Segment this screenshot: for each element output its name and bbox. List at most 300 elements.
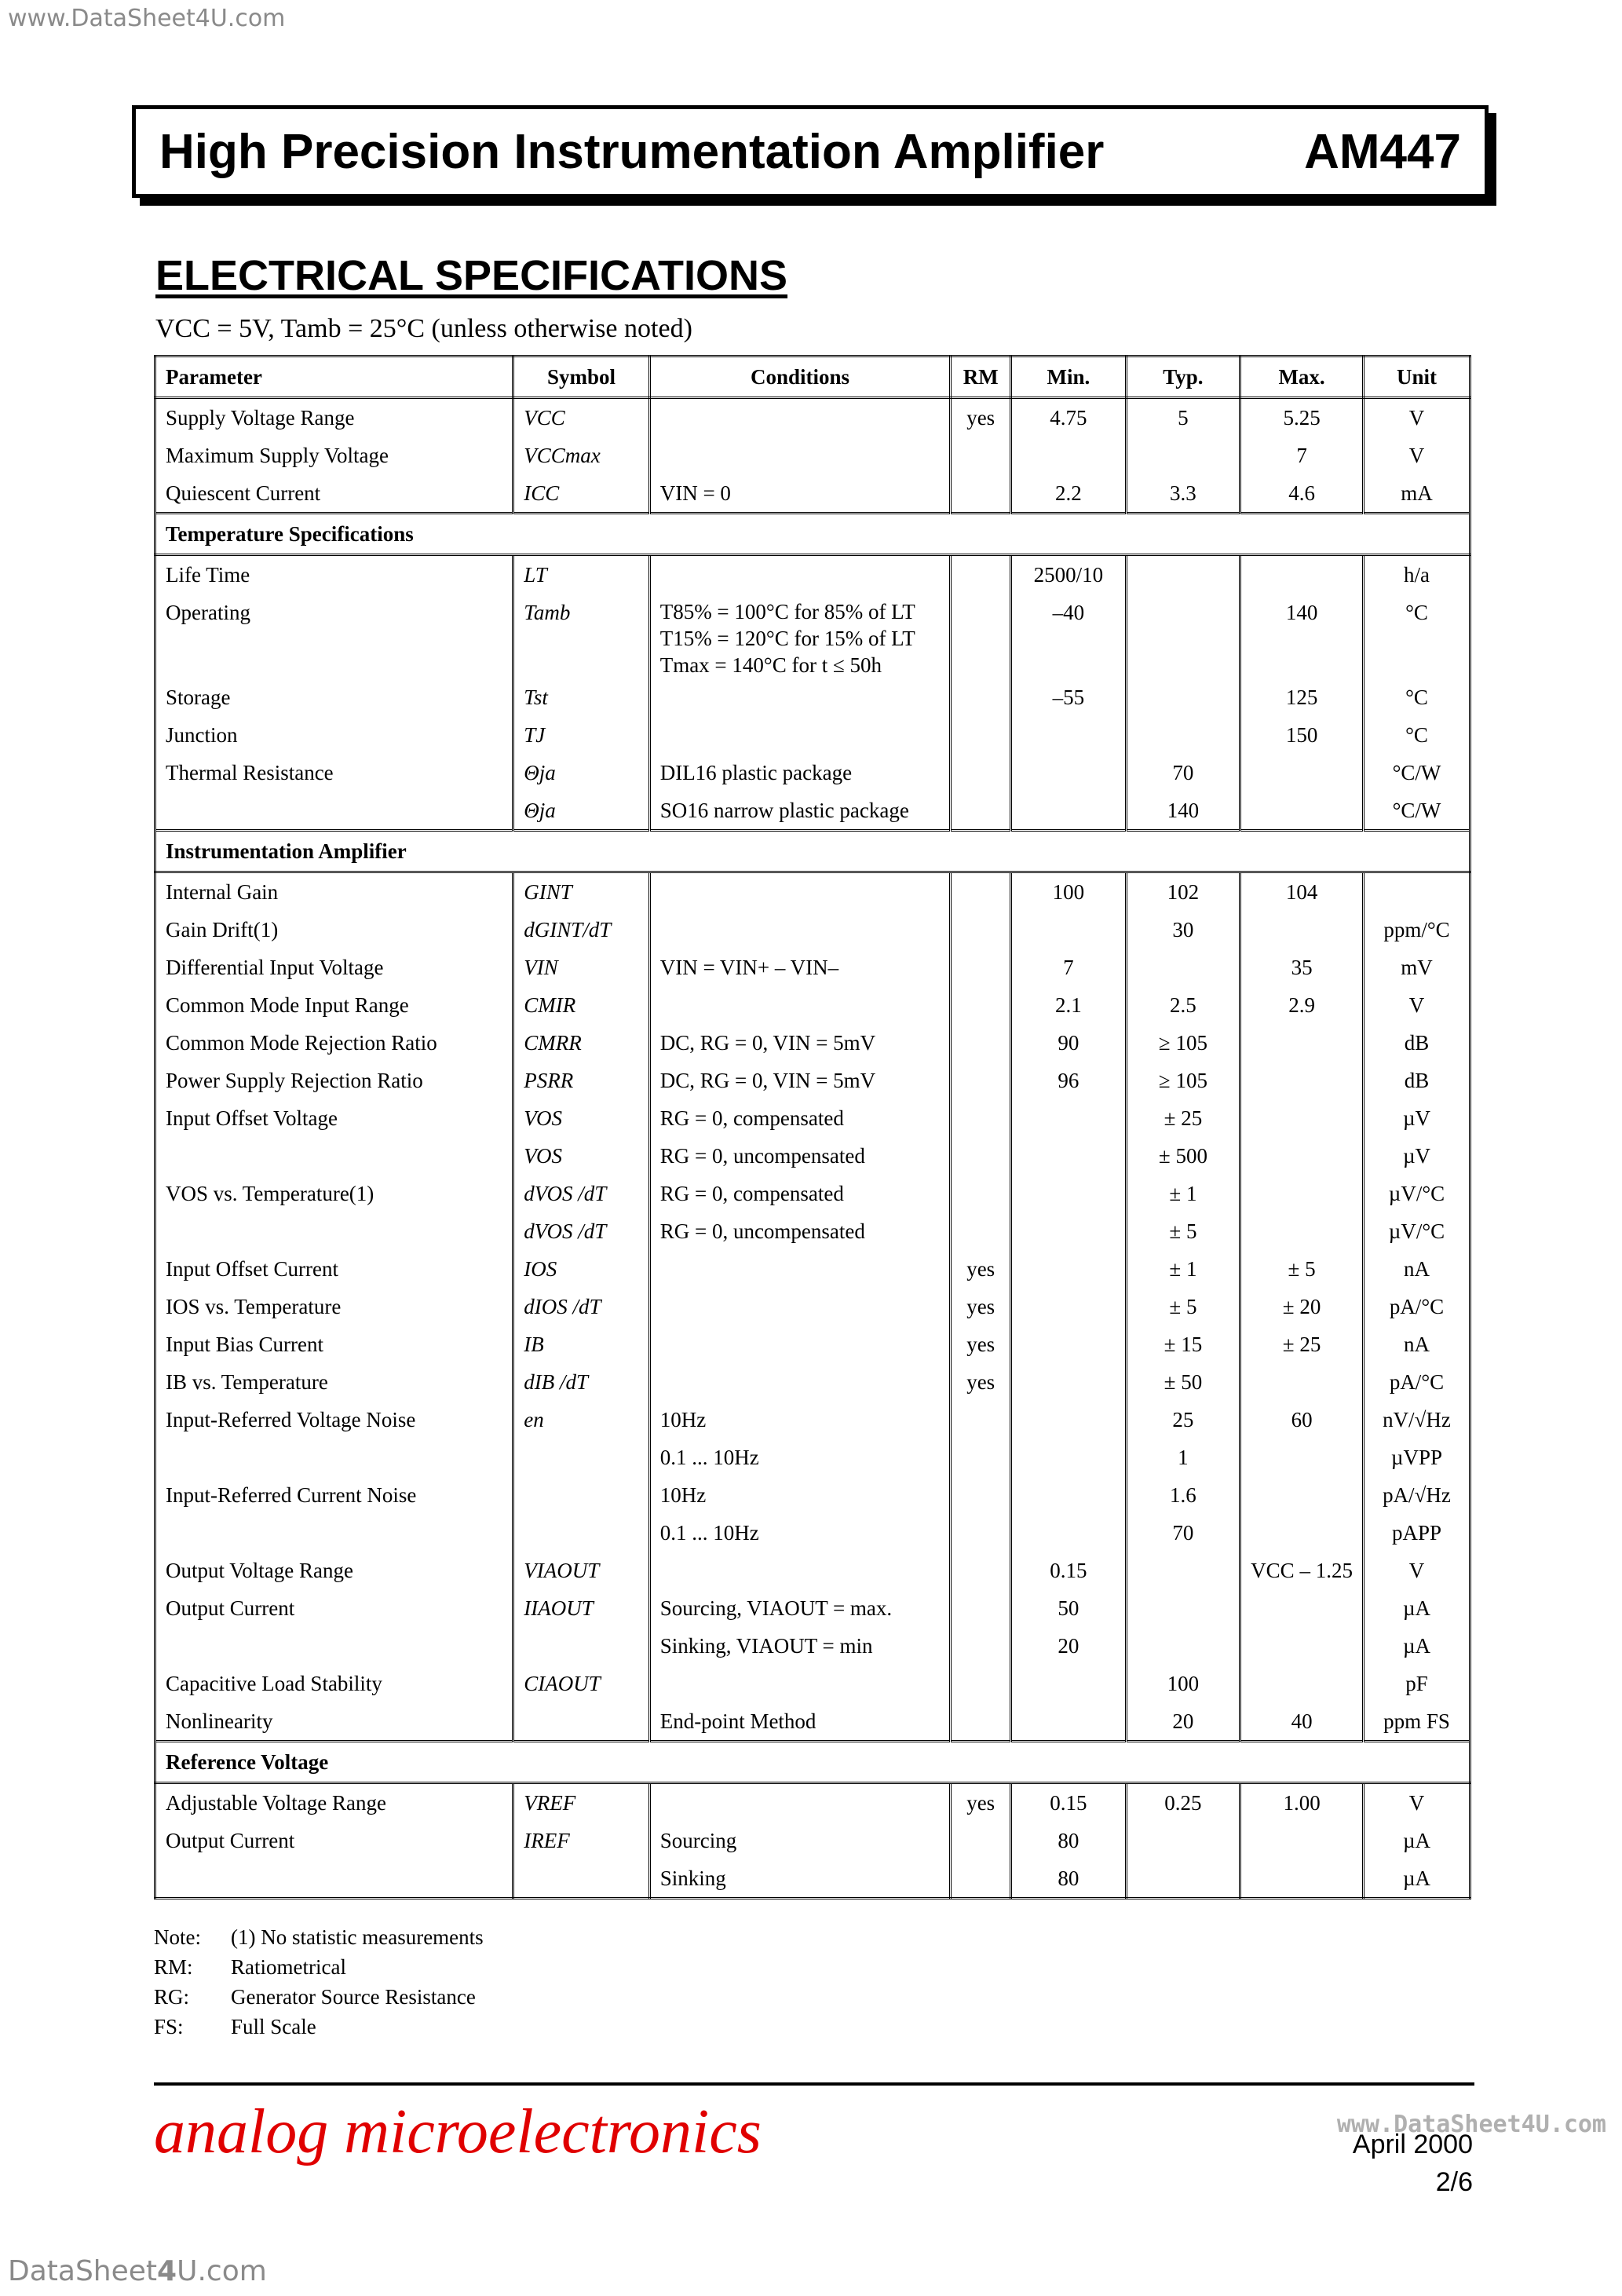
table-cell: [1126, 716, 1240, 754]
table-cell: Tamb: [513, 594, 649, 678]
table-cell: [951, 986, 1011, 1024]
table-cell: 2500/10: [1011, 555, 1127, 594]
table-row: [155, 594, 1470, 678]
table-cell: [1240, 1137, 1364, 1175]
table-cell: Maximum Supply Voltage: [155, 437, 513, 474]
table-cell: [1240, 1822, 1364, 1859]
table-cell: [155, 1212, 513, 1250]
table-cell: End-point Method: [649, 1702, 951, 1742]
table-cell: yes: [951, 1288, 1011, 1325]
table-row: [155, 1627, 1470, 1665]
table-cell: ≥ 105: [1126, 1062, 1240, 1099]
section-row: [155, 831, 1470, 872]
column-header: Parameter: [155, 356, 513, 398]
table-cell: [1011, 1665, 1127, 1702]
table-cell: [1126, 949, 1240, 986]
table-cell: ± 5: [1240, 1250, 1364, 1288]
table-cell: 70: [1126, 1514, 1240, 1552]
conditions-line: VCC = 5V, Tamb = 25°C (unless otherwise noted): [155, 314, 692, 343]
table-cell: [1240, 1476, 1364, 1514]
table-cell: 0.15: [1011, 1783, 1127, 1823]
table-cell: GINT: [513, 872, 649, 912]
table-cell: µV: [1363, 1137, 1470, 1175]
table-cell: [1011, 911, 1127, 949]
table-cell: [649, 398, 951, 437]
table-row: [155, 1288, 1470, 1325]
section-title-cell: Instrumentation Amplifier: [155, 831, 1470, 872]
table-row: [155, 1401, 1470, 1439]
document-title: High Precision Instrumentation Amplifier: [159, 124, 1105, 179]
table-cell: [951, 1401, 1011, 1439]
table-cell: µV: [1363, 1099, 1470, 1137]
table-cell: [951, 1822, 1011, 1859]
table-cell: 70: [1126, 754, 1240, 792]
table-cell: [649, 1783, 951, 1823]
table-cell: [1011, 1702, 1127, 1742]
table-row: [155, 1250, 1470, 1288]
table-cell: yes: [951, 1363, 1011, 1401]
table-cell: pA/√Hz: [1363, 1476, 1470, 1514]
table-row: [155, 1822, 1470, 1859]
table-cell: [1240, 555, 1364, 594]
table-cell: Input Offset Current: [155, 1250, 513, 1288]
table-cell: 150: [1240, 716, 1364, 754]
table-cell: 35: [1240, 949, 1364, 986]
table-row: [155, 1476, 1470, 1514]
table-cell: VOS: [513, 1099, 649, 1137]
table-cell: µA: [1363, 1822, 1470, 1859]
table-cell: 40: [1240, 1702, 1364, 1742]
table-cell: ± 1: [1126, 1250, 1240, 1288]
table-cell: yes: [951, 1783, 1011, 1823]
footer-rule: [154, 2082, 1474, 2086]
table-cell: [1011, 1401, 1127, 1439]
table-cell: Output Current: [155, 1589, 513, 1627]
table-cell: [1011, 1099, 1127, 1137]
note-line: [154, 1952, 484, 1982]
table-cell: TJ: [513, 716, 649, 754]
column-header: Symbol: [513, 356, 649, 398]
column-header: Conditions: [649, 356, 951, 398]
table-cell: [1011, 1363, 1127, 1401]
table-cell: [951, 1099, 1011, 1137]
table-cell: Θja: [513, 754, 649, 792]
table-cell: [951, 474, 1011, 514]
table-cell: mA: [1363, 474, 1470, 514]
table-row: [155, 474, 1470, 514]
table-cell: [155, 1439, 513, 1476]
table-cell: IOS: [513, 1250, 649, 1288]
table-cell: 3.3: [1126, 474, 1240, 514]
table-cell: LT: [513, 555, 649, 594]
table-row: [155, 986, 1470, 1024]
table-cell: [649, 555, 951, 594]
section-title-cell: Reference Voltage: [155, 1742, 1470, 1783]
note-value: Generator Source Resistance: [231, 1985, 476, 2009]
note-value: (1) No statistic measurements: [231, 1925, 484, 1949]
table-cell: ± 1: [1126, 1175, 1240, 1212]
table-cell: 50: [1011, 1589, 1127, 1627]
table-cell: 10Hz: [649, 1476, 951, 1514]
table-row: [155, 754, 1470, 792]
table-cell: [951, 1476, 1011, 1514]
table-cell: Junction: [155, 716, 513, 754]
column-header: Min.: [1011, 356, 1127, 398]
table-cell: VIAOUT: [513, 1552, 649, 1589]
table-cell: [1240, 1175, 1364, 1212]
table-cell: IOS vs. Temperature: [155, 1288, 513, 1325]
table-cell: DC, RG = 0, VIN = 5mV: [649, 1024, 951, 1062]
table-cell: [1363, 872, 1470, 912]
table-cell: Common Mode Rejection Ratio: [155, 1024, 513, 1062]
table-cell: [1126, 1627, 1240, 1665]
table-cell: [513, 1627, 649, 1665]
note-key: RM:: [154, 1955, 193, 1979]
table-cell: 1: [1126, 1439, 1240, 1476]
table-cell: 140: [1240, 594, 1364, 678]
table-cell: 7: [1011, 949, 1127, 986]
table-cell: [155, 1137, 513, 1175]
table-cell: 5.25: [1240, 398, 1364, 437]
table-cell: nV/√Hz: [1363, 1401, 1470, 1439]
table-cell: V: [1363, 437, 1470, 474]
table-cell: [1126, 594, 1240, 678]
table-row: [155, 1212, 1470, 1250]
table-cell: [1011, 1325, 1127, 1363]
table-row: [155, 1665, 1470, 1702]
table-cell: VIN = VIN+ – VIN–: [649, 949, 951, 986]
table-cell: Operating: [155, 594, 513, 678]
table-cell: [1011, 437, 1127, 474]
table-cell: Output Voltage Range: [155, 1552, 513, 1589]
table-cell: 0.1 ... 10Hz: [649, 1514, 951, 1552]
table-row: [155, 1859, 1470, 1899]
table-cell: 4.6: [1240, 474, 1364, 514]
table-cell: 80: [1011, 1859, 1127, 1899]
table-cell: 20: [1011, 1627, 1127, 1665]
table-cell: [649, 986, 951, 1024]
table-cell: mV: [1363, 949, 1470, 986]
table-cell: ± 5: [1126, 1212, 1240, 1250]
table-cell: dGINT/dT: [513, 911, 649, 949]
watermark-bottom-a: DataSheet: [8, 2255, 158, 2287]
table-cell: °C: [1363, 594, 1470, 678]
table-cell: yes: [951, 398, 1011, 437]
table-cell: 5: [1126, 398, 1240, 437]
table-cell: 2.5: [1126, 986, 1240, 1024]
table-cell: 140: [1126, 792, 1240, 831]
column-header: RM: [951, 356, 1011, 398]
table-cell: Tst: [513, 678, 649, 716]
table-cell: [1126, 437, 1240, 474]
table-cell: [951, 872, 1011, 912]
note-line: [154, 2012, 484, 2042]
table-cell: [1240, 1665, 1364, 1702]
table-cell: [1240, 1514, 1364, 1552]
table-row: [155, 1514, 1470, 1552]
table-cell: [1011, 792, 1127, 831]
table-cell: µA: [1363, 1859, 1470, 1899]
table-row: [155, 1439, 1470, 1476]
table-cell: [951, 1552, 1011, 1589]
table-cell: [649, 437, 951, 474]
table-cell: µV/°C: [1363, 1175, 1470, 1212]
table-cell: 30: [1126, 911, 1240, 949]
table-cell: [649, 1325, 951, 1363]
table-cell: dIB /dT: [513, 1363, 649, 1401]
table-row: [155, 949, 1470, 986]
table-cell: 4.75: [1011, 398, 1127, 437]
table-cell: –40: [1011, 594, 1127, 678]
table-cell: µA: [1363, 1627, 1470, 1665]
table-cell: [1126, 678, 1240, 716]
table-cell: µV/°C: [1363, 1212, 1470, 1250]
table-cell: 102: [1126, 872, 1240, 912]
watermark-top: www.DataSheet4U.com: [8, 5, 286, 32]
table-cell: [951, 1665, 1011, 1702]
table-cell: [951, 1514, 1011, 1552]
section-row: [155, 1742, 1470, 1783]
table-cell: Sourcing, VIAOUT = max.: [649, 1589, 951, 1627]
table-row: [155, 437, 1470, 474]
note-key: RG:: [154, 1985, 190, 2009]
note-line: [154, 1982, 484, 2012]
table-cell: [951, 678, 1011, 716]
table-cell: V: [1363, 1552, 1470, 1589]
table-cell: [649, 1363, 951, 1401]
table-cell: [951, 792, 1011, 831]
specifications-table: [154, 355, 1471, 1899]
table-cell: VCC – 1.25: [1240, 1552, 1364, 1589]
table-row: [155, 1552, 1470, 1589]
table-cell: °C/W: [1363, 792, 1470, 831]
table-cell: [1011, 1476, 1127, 1514]
table-cell: [951, 911, 1011, 949]
table-row: [155, 678, 1470, 716]
table-cell: 7: [1240, 437, 1364, 474]
table-cell: 0.15: [1011, 1552, 1127, 1589]
table-cell: V: [1363, 1783, 1470, 1823]
table-cell: ≥ 105: [1126, 1024, 1240, 1062]
table-cell: pA/°C: [1363, 1363, 1470, 1401]
table-cell: [951, 1627, 1011, 1665]
table-cell: VREF: [513, 1783, 649, 1823]
note-value: Full Scale: [231, 2015, 316, 2038]
section-row: [155, 514, 1470, 555]
table-cell: °C: [1363, 678, 1470, 716]
table-cell: Quiescent Current: [155, 474, 513, 514]
table-cell: CMIR: [513, 986, 649, 1024]
table-cell: [649, 1665, 951, 1702]
table-cell: en: [513, 1401, 649, 1439]
table-cell: 20: [1126, 1702, 1240, 1742]
table-cell: [513, 1859, 649, 1899]
table-row: [155, 1062, 1470, 1099]
table-cell: [951, 1589, 1011, 1627]
table-cell: 125: [1240, 678, 1364, 716]
table-cell: Θja: [513, 792, 649, 831]
table-cell: [1240, 1024, 1364, 1062]
table-cell: V: [1363, 398, 1470, 437]
table-cell: DC, RG = 0, VIN = 5mV: [649, 1062, 951, 1099]
table-cell: 2.1: [1011, 986, 1127, 1024]
table-cell: dVOS /dT: [513, 1212, 649, 1250]
table-row: [155, 1099, 1470, 1137]
table-cell: [155, 1859, 513, 1899]
table-cell: RG = 0, compensated: [649, 1175, 951, 1212]
table-cell: [155, 1514, 513, 1552]
table-cell: [1240, 1859, 1364, 1899]
table-cell: T85% = 100°C for 85% of LT T15% = 120°C for 15% of LT Tmax = 140°C for t ≤ 50h: [649, 594, 951, 678]
table-cell: V: [1363, 986, 1470, 1024]
table-cell: [1011, 754, 1127, 792]
table-row: [155, 1024, 1470, 1062]
table-cell: nA: [1363, 1325, 1470, 1363]
table-cell: [1240, 1062, 1364, 1099]
table-cell: [1240, 1212, 1364, 1250]
table-cell: Nonlinearity: [155, 1702, 513, 1742]
table-cell: 60: [1240, 1401, 1364, 1439]
table-cell: RG = 0, uncompensated: [649, 1212, 951, 1250]
table-cell: ppm/°C: [1363, 911, 1470, 949]
table-cell: ppm FS: [1363, 1702, 1470, 1742]
table-cell: Internal Gain: [155, 872, 513, 912]
table-cell: [513, 1439, 649, 1476]
table-cell: [1126, 1552, 1240, 1589]
table-cell: [1240, 792, 1364, 831]
table-cell: dVOS /dT: [513, 1175, 649, 1212]
table-cell: VOS: [513, 1137, 649, 1175]
table-cell: Differential Input Voltage: [155, 949, 513, 986]
page-number: 2/6: [1435, 2167, 1473, 2197]
table-cell: 10Hz: [649, 1401, 951, 1439]
table-row: [155, 1325, 1470, 1363]
table-cell: [1240, 1099, 1364, 1137]
table-cell: dB: [1363, 1024, 1470, 1062]
table-cell: 80: [1011, 1822, 1127, 1859]
table-cell: 104: [1240, 872, 1364, 912]
table-cell: [951, 1062, 1011, 1099]
table-cell: RG = 0, uncompensated: [649, 1137, 951, 1175]
table-cell: Input Offset Voltage: [155, 1099, 513, 1137]
table-cell: ± 25: [1240, 1325, 1364, 1363]
table-cell: [1240, 1627, 1364, 1665]
table-cell: [951, 1024, 1011, 1062]
table-cell: ± 5: [1126, 1288, 1240, 1325]
column-header: Typ.: [1126, 356, 1240, 398]
table-cell: 0.1 ... 10Hz: [649, 1439, 951, 1476]
table-cell: ± 25: [1126, 1099, 1240, 1137]
table-cell: [951, 1439, 1011, 1476]
table-row: [155, 911, 1470, 949]
part-number: AM447: [1304, 124, 1461, 179]
table-cell: °C: [1363, 716, 1470, 754]
watermark-bottom-c: U.com: [177, 2255, 267, 2287]
table-row: [155, 1783, 1470, 1823]
table-cell: µA: [1363, 1589, 1470, 1627]
table-cell: Gain Drift(1): [155, 911, 513, 949]
note-value: Ratiometrical: [231, 1955, 346, 1979]
table-cell: IB vs. Temperature: [155, 1363, 513, 1401]
table-cell: 1.00: [1240, 1783, 1364, 1823]
table-cell: [951, 1702, 1011, 1742]
table-cell: Supply Voltage Range: [155, 398, 513, 437]
table-row: [155, 398, 1470, 437]
table-cell: 2.9: [1240, 986, 1364, 1024]
table-cell: 100: [1011, 872, 1127, 912]
table-cell: VOS vs. Temperature(1): [155, 1175, 513, 1212]
table-cell: [1240, 1589, 1364, 1627]
table-cell: [1011, 1137, 1127, 1175]
table-cell: VCC: [513, 398, 649, 437]
table-cell: µVPP: [1363, 1439, 1470, 1476]
table-cell: h/a: [1363, 555, 1470, 594]
table-cell: Sinking, VIAOUT = min: [649, 1627, 951, 1665]
table-cell: [649, 872, 951, 912]
table-cell: pAPP: [1363, 1514, 1470, 1552]
table-cell: Input Bias Current: [155, 1325, 513, 1363]
table-cell: –55: [1011, 678, 1127, 716]
table-cell: RG = 0, compensated: [649, 1099, 951, 1137]
table-cell: [155, 1627, 513, 1665]
table-cell: ICC: [513, 474, 649, 514]
brand-name: analog microelectronics: [154, 2097, 762, 2166]
table-cell: Output Current: [155, 1822, 513, 1859]
table-cell: [649, 911, 951, 949]
table-cell: 90: [1011, 1024, 1127, 1062]
table-cell: ± 50: [1126, 1363, 1240, 1401]
table-cell: [951, 437, 1011, 474]
table-row: [155, 792, 1470, 831]
title-box: [132, 105, 1489, 198]
table-cell: [1126, 1859, 1240, 1899]
table-cell: [951, 754, 1011, 792]
table-cell: SO16 narrow plastic package: [649, 792, 951, 831]
table-cell: [1126, 1822, 1240, 1859]
table-cell: [1011, 1439, 1127, 1476]
table-cell: ± 500: [1126, 1137, 1240, 1175]
table-cell: [1240, 911, 1364, 949]
table-cell: pF: [1363, 1665, 1470, 1702]
table-cell: dIOS /dT: [513, 1288, 649, 1325]
table-cell: [1011, 1175, 1127, 1212]
note-line: [154, 1922, 484, 1952]
table-cell: DIL16 plastic package: [649, 754, 951, 792]
table-cell: CIAOUT: [513, 1665, 649, 1702]
watermark-bottom-b: 4: [157, 2255, 177, 2287]
table-cell: dB: [1363, 1062, 1470, 1099]
table-cell: [1011, 716, 1127, 754]
table-cell: yes: [951, 1250, 1011, 1288]
table-cell: [1240, 754, 1364, 792]
table-cell: VCCmax: [513, 437, 649, 474]
table-cell: Common Mode Input Range: [155, 986, 513, 1024]
table-cell: nA: [1363, 1250, 1470, 1288]
table-cell: pA/°C: [1363, 1288, 1470, 1325]
table-cell: CMRR: [513, 1024, 649, 1062]
table-cell: [1240, 1363, 1364, 1401]
table-cell: [1011, 1212, 1127, 1250]
watermark-right: www.DataSheet4U.com: [1336, 2111, 1606, 2138]
notes: [154, 1922, 484, 2042]
table-cell: IB: [513, 1325, 649, 1363]
table-cell: Power Supply Rejection Ratio: [155, 1062, 513, 1099]
table-row: [155, 1137, 1470, 1175]
table-cell: IREF: [513, 1822, 649, 1859]
table-cell: IIAOUT: [513, 1589, 649, 1627]
table-cell: Input-Referred Current Noise: [155, 1476, 513, 1514]
table-cell: [1126, 1589, 1240, 1627]
